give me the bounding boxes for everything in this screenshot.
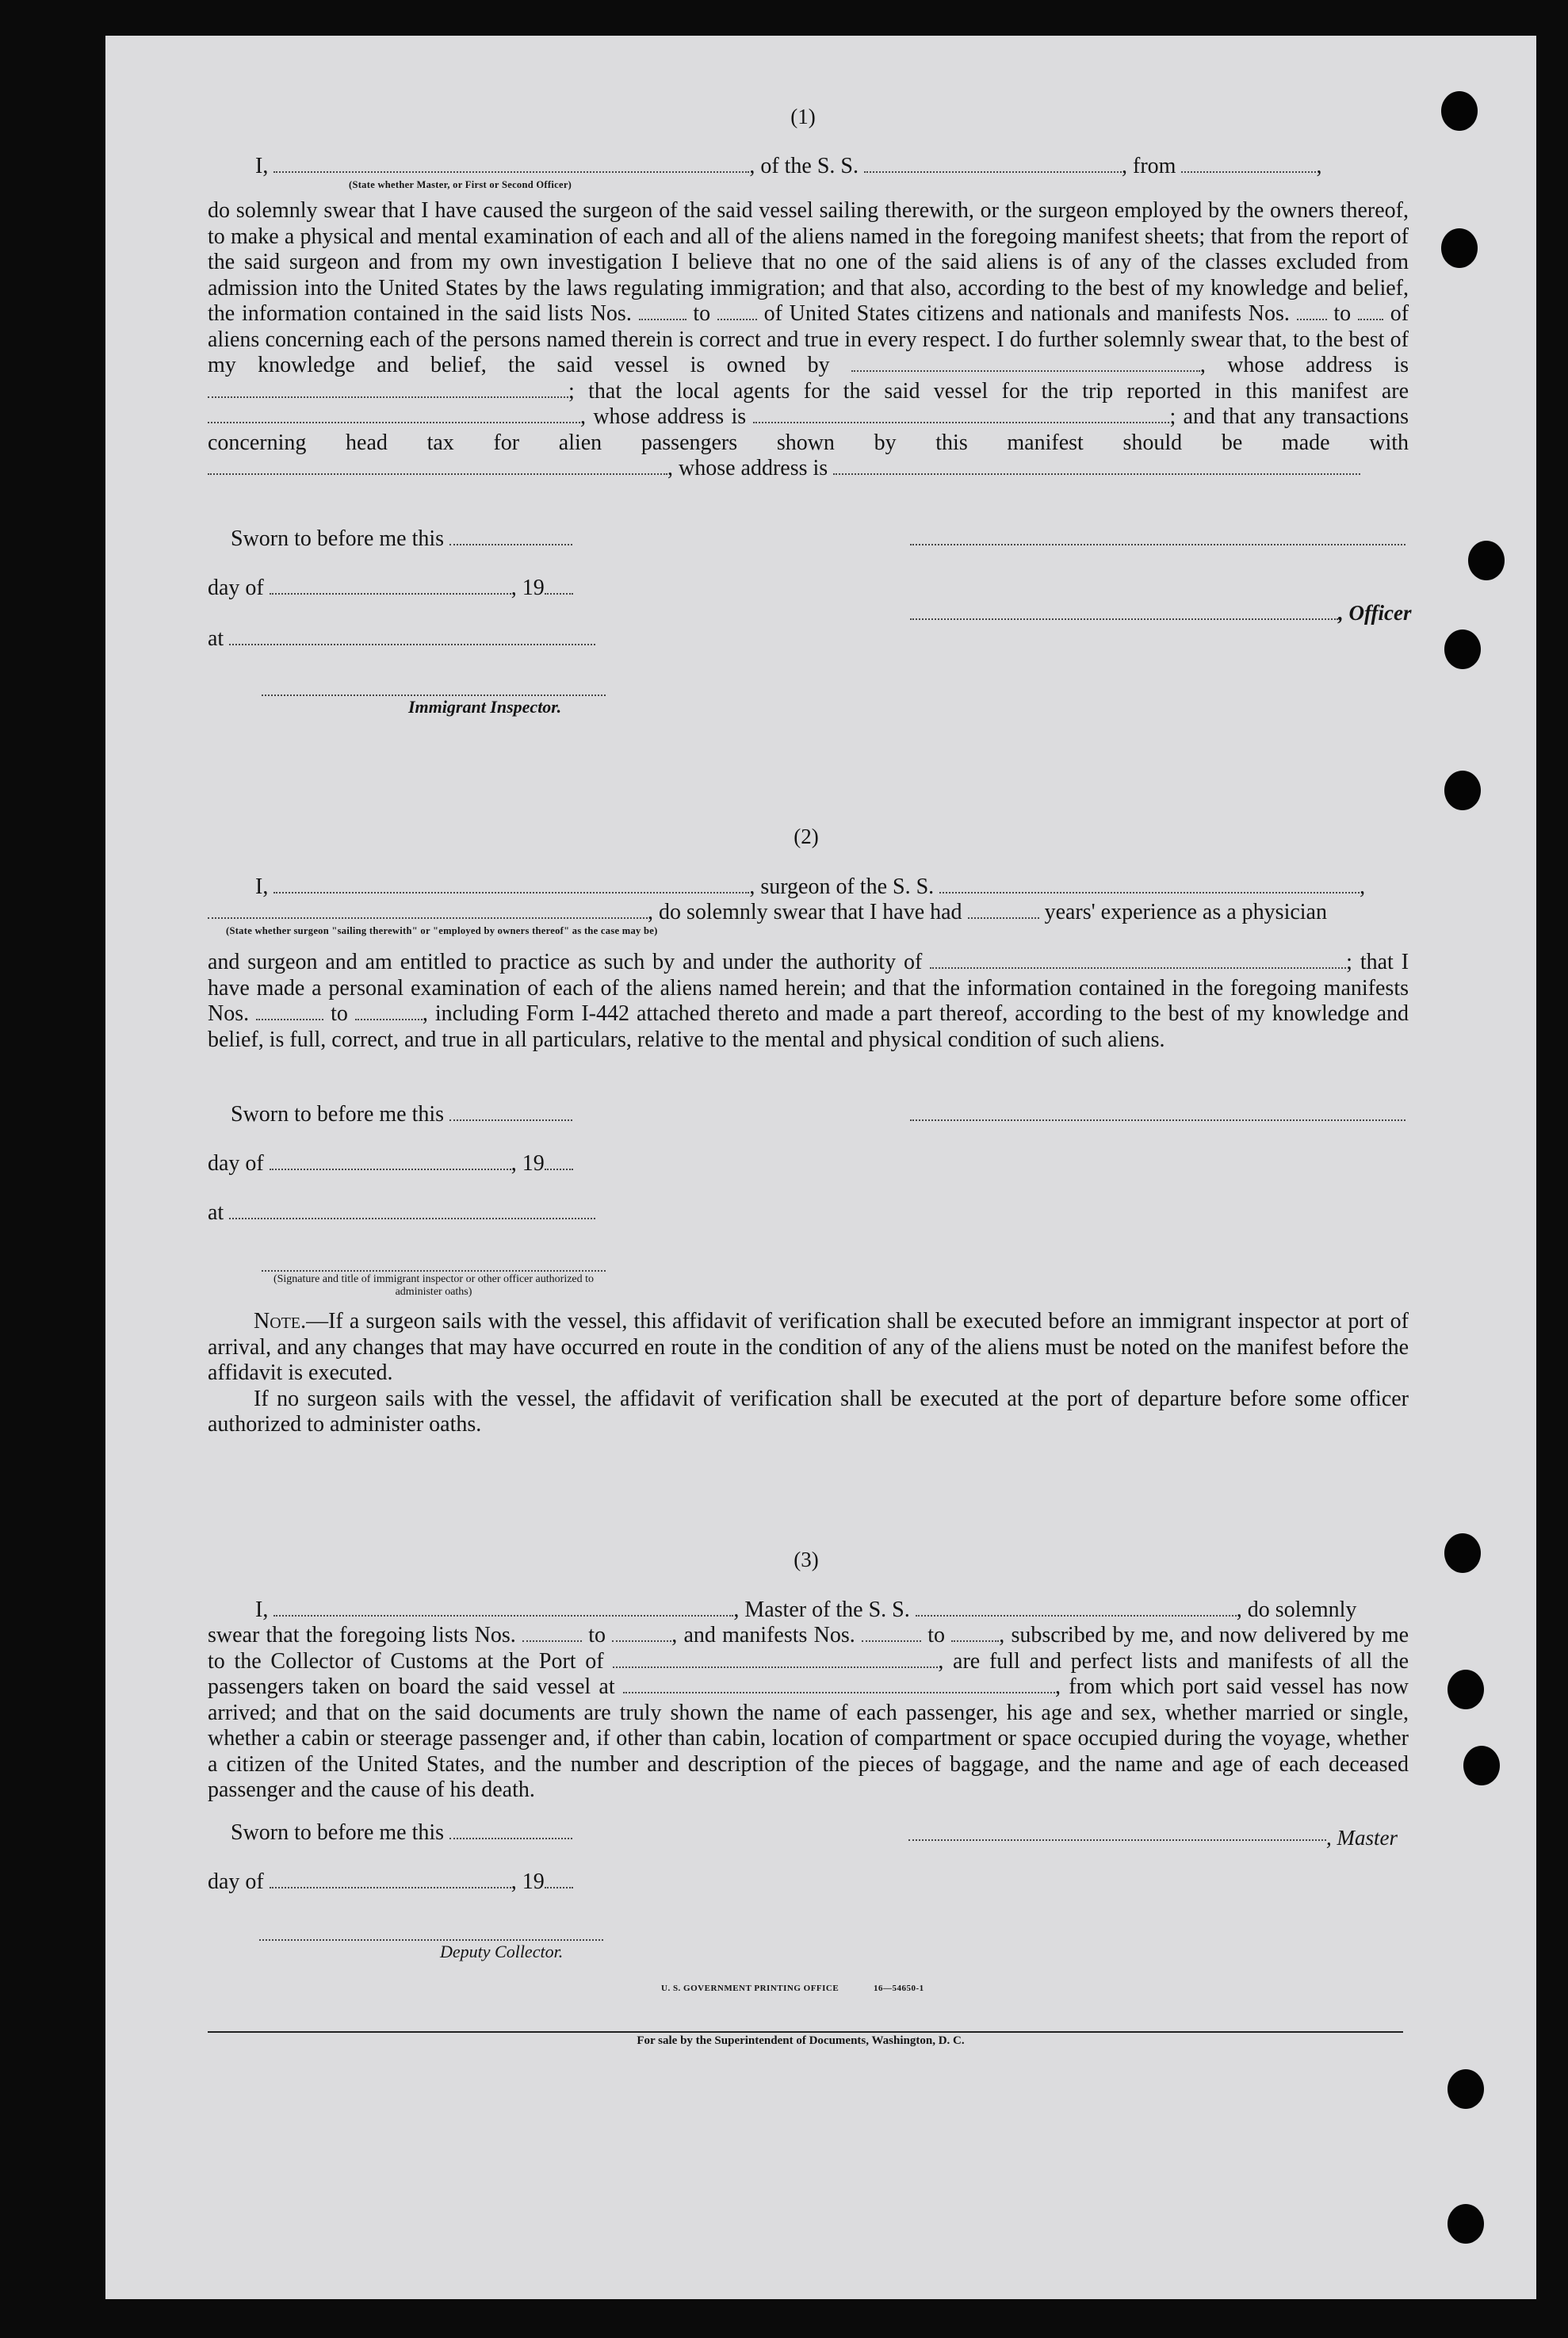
punch-hole bbox=[1448, 1670, 1484, 1709]
gpo-imprint: U. S. GOVERNMENT PRINTING OFFICE bbox=[661, 1984, 839, 1993]
head-tax-address-field[interactable] bbox=[833, 473, 1360, 475]
local-agents-field[interactable] bbox=[208, 421, 580, 423]
section-3-day-row: day of , 19 bbox=[208, 1869, 573, 1895]
surgeon-sworn-date-field[interactable] bbox=[449, 1119, 572, 1121]
surgeon-name-field[interactable] bbox=[273, 891, 749, 893]
inspector-signature-line[interactable] bbox=[262, 695, 606, 696]
authority-field[interactable] bbox=[930, 966, 1346, 969]
owner-address-field[interactable] bbox=[208, 396, 568, 398]
section-1-number: (1) bbox=[790, 105, 816, 128]
master-sworn-date-field[interactable] bbox=[449, 1837, 572, 1839]
lists-to-field[interactable] bbox=[717, 318, 757, 320]
years-experience-field[interactable] bbox=[968, 916, 1039, 919]
section-1-sworn-row: Sworn to before me this bbox=[231, 526, 572, 552]
deputy-collector-label: Deputy Collector. bbox=[440, 1942, 564, 1961]
surgeon-status-field[interactable] bbox=[208, 916, 648, 919]
punch-hole bbox=[1444, 771, 1481, 810]
section-1-at-row: at bbox=[208, 626, 595, 652]
at-place-field[interactable] bbox=[229, 643, 595, 645]
surgeon-at-place-field[interactable] bbox=[229, 1217, 595, 1219]
section-2-second-line: , do solemnly swear that I have had years' experience as a physician bbox=[208, 900, 1327, 925]
surgeon-day-of-field[interactable] bbox=[270, 1168, 511, 1170]
vessel-name-field[interactable] bbox=[864, 170, 1122, 173]
manifests-from-field[interactable] bbox=[1297, 318, 1327, 320]
section-3-first-line: I, , Master of the S. S. , do solemnly bbox=[255, 1598, 1357, 1622]
officer-label: , Officer bbox=[1338, 601, 1412, 625]
form-code: 16—54650-1 bbox=[874, 1984, 924, 1993]
master-signature-line[interactable] bbox=[908, 1839, 1326, 1841]
section-2-first-line: I, , surgeon of the S. S. , bbox=[255, 874, 1366, 899]
lists-from-field[interactable] bbox=[639, 318, 686, 320]
owner-field[interactable] bbox=[851, 369, 1200, 372]
master-lists-to-field[interactable] bbox=[612, 1640, 671, 1642]
deputy-collector-signature-line[interactable] bbox=[259, 1939, 603, 1941]
head-tax-contact-field[interactable] bbox=[208, 473, 667, 475]
master-day-of-field[interactable] bbox=[270, 1886, 511, 1888]
master-name-field[interactable] bbox=[273, 1614, 733, 1617]
master-lists-from-field[interactable] bbox=[522, 1640, 582, 1642]
surgeon-year-field[interactable] bbox=[545, 1168, 573, 1170]
sale-notice: For sale by the Superintendent of Documents, Washington, D. C. bbox=[637, 2034, 965, 2047]
inspector-label: Immigrant Inspector. bbox=[408, 697, 562, 717]
section-2-number: (2) bbox=[794, 825, 819, 848]
section-2-note: Note.—If a surgeon sails with the vessel, this affidavit of verification shall be executed before an immigrant inspector at port of arrival, and any changes that may have occurred en route in the condition of any of the aliens must be noted on the manifest before the affidavit is executed. If no surgeon sails with the vessel, the affidavit of verification shall be executed at the port of departure before some officer authorized to administer oaths. bbox=[208, 1309, 1409, 1437]
officer-rank-field[interactable] bbox=[273, 170, 749, 173]
punch-hole bbox=[1444, 1533, 1481, 1573]
surgeon-manifests-to-field[interactable] bbox=[355, 1018, 423, 1020]
section-1-body: do solemnly swear that I have caused the surgeon of the said vessel sailing therewith, or the surgeon employed by the owners thereof, to make a physical and mental examination of each and all of the aliens named in the foregoing manifest sheets; that from the report of the said surgeon and from my own investigation I believe that no one of the said aliens is of any of the classes excluded from admission into the United States by the laws regulating immigration; and that also, according to the best of my knowledge and belief, the information contained in the said lists Nos. to of United States citizens and nationals and manifests Nos. to of aliens concerning each of the persons named therein is correct and true in every respect. I do further solemnly swear that, to the best of my knowledge and belief, the said vessel is owned by , whose address is ; that the local agents for the said vessel for the trip reported in this manifest are , whose address is ; and that any transactions concerning head tax for alien passengers shown by this manifest should be made with , whose address is bbox=[208, 198, 1409, 480]
year-field[interactable] bbox=[545, 592, 573, 595]
master-vessel-field[interactable] bbox=[916, 1614, 1237, 1617]
authorized-officer-signature-line[interactable] bbox=[262, 1270, 606, 1272]
surgeon-status-note: (State whether surgeon "sailing therewith" or "employed by owners thereof" as the case may be) bbox=[226, 925, 658, 936]
section-3-sworn-row: Sworn to before me this bbox=[231, 1820, 572, 1846]
punch-hole bbox=[1468, 541, 1505, 580]
punch-hole bbox=[1448, 2204, 1484, 2244]
signature-caption: (Signature and title of immigrant inspector or other officer authorized to administer oaths) bbox=[273, 1273, 595, 1298]
officer-rank-note: (State whether Master, or First or Second Officer) bbox=[349, 179, 572, 190]
section-2-at-row: at bbox=[208, 1200, 595, 1226]
port-from-field[interactable] bbox=[1181, 170, 1316, 173]
sworn-date-field[interactable] bbox=[449, 543, 572, 545]
officer-title-line[interactable] bbox=[910, 618, 1338, 620]
section-3-body: swear that the foregoing lists Nos. to , and manifests Nos. to , subscribed by me, and now delivered by me to the Collector of Customs at the Port of , are full and perfect lists and manifests of all the passengers taken on board the said vessel at , from which port said vessel has now arrived; and that on the said documents are truly shown the name of each passenger, his age and sex, whether married or single, whether a cabin or steerage passenger and, if other than cabin, location of compartment or space occupied during the voyage, whether a citizen of the United States, and the number and description of the pieces of baggage, and the name and age of each deceased passenger and the cause of his death. bbox=[208, 1623, 1409, 1802]
port-of-field[interactable] bbox=[613, 1666, 938, 1668]
surgeon-signature-line[interactable] bbox=[910, 1119, 1405, 1121]
punch-hole bbox=[1463, 1746, 1500, 1785]
punch-hole bbox=[1448, 2069, 1484, 2109]
section-2-sworn-row: Sworn to before me this bbox=[231, 1102, 572, 1127]
section-2-body: and surgeon and am entitled to practice as such by and under the authority of ; that I have made a personal examination of each of the aliens named herein; and that the information contained in the foregoing manifests Nos. to , including Form I-442 attached thereto and made a part thereof, according to the best of my knowledge and belief, is full, correct, and true in all particulars, relative to the mental and physical condition of such aliens. bbox=[208, 950, 1409, 1052]
officer-signature-line[interactable] bbox=[910, 544, 1405, 545]
section-1-first-line: I, , of the S. S. , from , bbox=[255, 154, 1322, 178]
footer-rule bbox=[208, 2031, 1403, 2033]
master-year-field[interactable] bbox=[545, 1886, 573, 1888]
master-manifests-to-field[interactable] bbox=[951, 1640, 999, 1642]
master-manifests-from-field[interactable] bbox=[862, 1640, 921, 1642]
manifests-to-field[interactable] bbox=[1358, 318, 1383, 320]
master-label: , Master bbox=[1326, 1826, 1398, 1850]
punch-hole bbox=[1441, 91, 1478, 131]
punch-hole bbox=[1441, 228, 1478, 268]
agents-address-field[interactable] bbox=[753, 421, 1169, 423]
surgeon-manifests-from-field[interactable] bbox=[256, 1018, 323, 1020]
taken-on-board-at-field[interactable] bbox=[623, 1691, 1055, 1693]
punch-hole bbox=[1444, 629, 1481, 669]
section-1-day-row: day of , 19 bbox=[208, 576, 573, 601]
day-of-field[interactable] bbox=[270, 592, 511, 595]
section-2-day-row: day of , 19 bbox=[208, 1151, 573, 1177]
section-3-number: (3) bbox=[794, 1548, 819, 1571]
surgeon-vessel-field[interactable] bbox=[939, 891, 1360, 893]
note-label: Note. bbox=[254, 1309, 307, 1334]
